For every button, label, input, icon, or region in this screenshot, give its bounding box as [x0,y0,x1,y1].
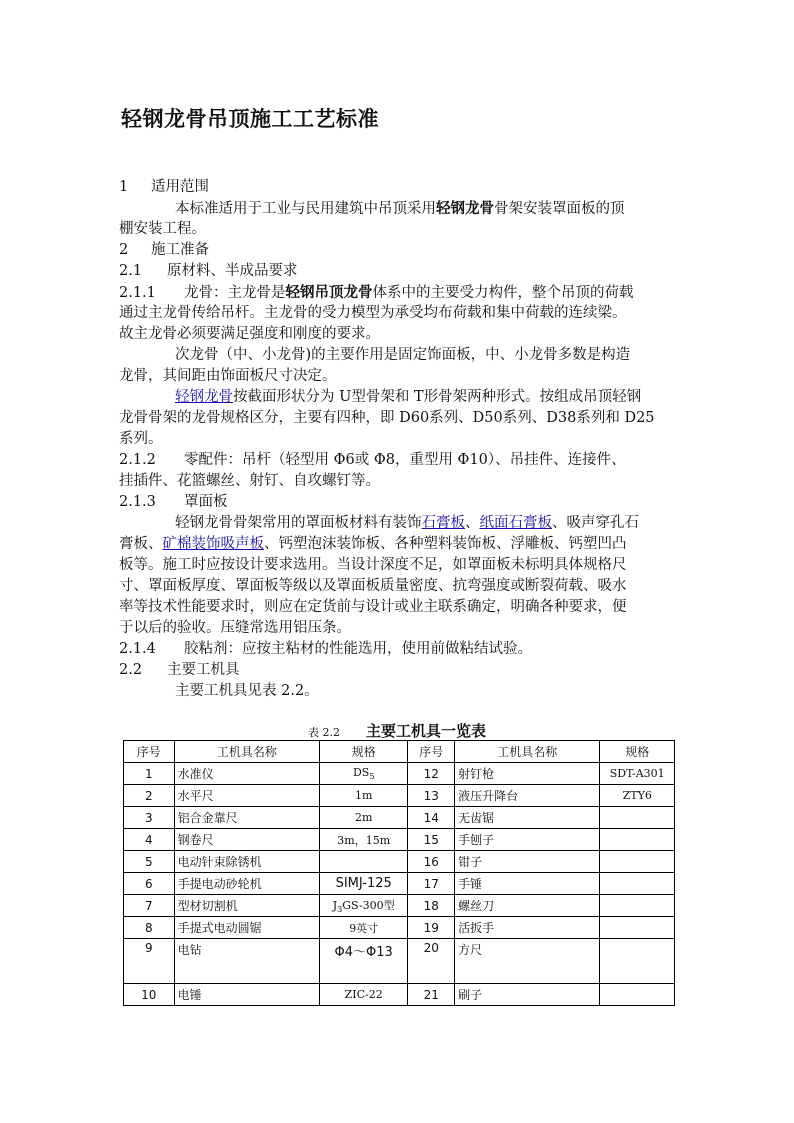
table-number: 表 2.2 [307,726,340,739]
section-title: 主要工机具 [167,662,240,678]
paragraph-scope-line-2: 棚安装工程。 [119,221,206,237]
text-run: 按截面形状分为 U型骨架和 T形骨架两种形式。按组成吊顶轻钢 [233,389,642,405]
gypsum-board-link[interactable]: 石膏板 [421,515,465,531]
paragraph-panel-line-5: 率等技术性能要求时，则应在定货前与设计或业主联系确定，明确各种要求，便 [119,599,627,615]
paragraph-panel-line-6: 于以后的验收。压缝常选用铝压条。 [119,620,351,636]
section-2-1-1-line-2: 通过主龙骨传给吊杆。主龙骨的受力模型为承受均布荷载和集中荷载的连续梁。 [119,305,627,321]
tool-name: 液压升降台 [455,785,600,807]
text-run: 龙骨：主龙骨是 [184,285,286,301]
section-number: 2.1.4 [119,641,156,657]
row-number: 1 [124,763,175,785]
row-number: 9 [124,939,175,984]
section-number: 2 [119,242,129,258]
text-run: 本标准适用于工业与民用建筑中吊顶采用 [175,201,436,217]
text-run: 胶粘剂：应按主粘材的性能选用，使用前做粘结试验。 [184,641,532,657]
document-title: 轻钢龙骨吊顶施工工艺标准 [121,106,379,131]
paragraph-light-steel-line-2: 龙骨骨架的龙骨规格区分，主要有四种，即 D60系列、D50系列、D38系列和 D25 [119,410,655,426]
tool-spec: ZTY6 [600,785,675,807]
table-row [124,763,675,785]
row-number: 4 [124,829,175,851]
bold-term: 轻钢吊顶龙骨 [285,284,373,301]
tool-spec: $J_3GS-300$型 [320,895,408,917]
paragraph-light-steel-line-1 [119,387,679,408]
tool-name: 手提式电动圆锯 [174,917,319,939]
section-number: 2.1.3 [119,494,156,510]
row-number: 18 [408,895,455,917]
text-run: 骨架安装罩面板的顶 [494,201,625,217]
paragraph-panel-line-2 [119,534,679,555]
tool-spec: 3m，15m [320,829,408,851]
tool-name: 钢卷尺 [174,829,319,851]
table-row [124,895,675,917]
row-number: 14 [408,807,455,829]
tool-name: 手刨子 [455,829,600,851]
row-number: 12 [408,763,455,785]
section-2-heading [119,240,679,261]
row-number: 10 [124,984,175,1006]
table-caption [0,720,794,741]
tool-name: 螺丝刀 [455,895,600,917]
tool-spec: 9英寸 [320,917,408,939]
text-run: 、 [465,515,480,531]
bold-term: 轻钢龙骨 [436,200,494,217]
row-number: 7 [124,895,175,917]
section-number: 1 [119,179,129,195]
tool-spec [600,984,675,1006]
tool-name: 钳子 [455,851,600,873]
header-cell: 序号 [408,741,455,763]
mineral-wool-board-link[interactable]: 矿棉装饰吸声板 [162,536,264,552]
section-title: 原材料、半成品要求 [167,263,298,279]
table-row [124,939,675,984]
header-cell: 规格 [320,741,408,763]
paragraph-scope-line-1 [119,198,679,219]
row-number: 15 [408,829,455,851]
header-cell: 工机具名称 [174,741,319,763]
table-row [124,917,675,939]
tool-spec [600,829,675,851]
tool-name: 刷子 [455,984,600,1006]
tool-spec: Φ4～Φ13 [320,939,408,984]
tool-name: 射钉枪 [455,763,600,785]
tool-spec [320,851,408,873]
tool-name: 水平尺 [174,785,319,807]
row-number: 20 [408,939,455,984]
section-2-1-2-line-1 [119,450,679,471]
row-number: 16 [408,851,455,873]
row-number: 8 [124,917,175,939]
tool-spec: SDT-A301 [600,763,675,785]
row-number: 2 [124,785,175,807]
section-2-1-3-heading [119,492,679,513]
tool-name: 水准仪 [174,763,319,785]
section-2-1-2-line-2: 挂插件、花篮螺丝、射钉、自攻螺钉等。 [119,473,380,489]
table-title: 主要工机具一览表 [365,722,486,740]
section-number: 2.1.1 [119,285,156,301]
row-number: 17 [408,873,455,895]
tool-name: 手提电动砂轮机 [174,873,319,895]
light-steel-keel-link[interactable]: 轻钢龙骨 [175,389,233,405]
text-run: 零配件：吊杆（轻型用 Φ6或 Φ8，重型用 Φ10）、吊挂件、连接件、 [184,452,626,468]
section-2-1-4 [119,639,679,660]
table-row [124,785,675,807]
table-row [124,829,675,851]
tool-spec: 1m [320,785,408,807]
row-number: 6 [124,873,175,895]
tool-name: 活扳手 [455,917,600,939]
text-run: 、吸声穿孔石 [552,515,639,531]
tool-spec [600,895,675,917]
row-number: 3 [124,807,175,829]
row-number: 19 [408,917,455,939]
header-cell: 规格 [600,741,675,763]
tool-name: 型材切割机 [174,895,319,917]
tool-name: 方尺 [455,939,600,984]
tool-name: 电锤 [174,984,319,1006]
table-row [124,851,675,873]
row-number: 5 [124,851,175,873]
table-row [124,807,675,829]
section-2-1-1-line-1 [119,282,679,303]
section-title: 施工准备 [151,242,209,258]
text-run: 轻钢龙骨骨架常用的罩面板材料有装饰 [175,515,422,531]
section-1-heading [119,177,679,198]
text-run: 、钙塑泡沫装饰板、各种塑料装饰板、浮雕板、钙塑凹凸 [264,536,627,552]
paragraph-panel-line-3: 板等。施工时应按设计要求选用。当设计深度不足，如罩面板未标明具体规格尺 [119,557,627,573]
tool-spec [600,873,675,895]
tool-spec [600,851,675,873]
text-run: 膏板、 [119,536,163,552]
tool-name: 电动针束除锈机 [174,851,319,873]
table-row [124,984,675,1006]
tool-spec: $DS_5$ [320,763,408,785]
row-number: 21 [408,984,455,1006]
section-title: 适用范围 [151,179,209,195]
tool-spec: ZIC-22 [320,984,408,1006]
paragraph-panel-line-4: 寸、罩面板厚度、罩面板等级以及罩面板质量密度、抗弯强度或断裂荷载、吸水 [119,578,627,594]
tools-table [123,740,675,1006]
section-2-1-heading [119,261,679,282]
tool-spec: SIMJ-125 [320,873,408,895]
tool-spec: 2m [320,807,408,829]
tool-spec [600,939,675,984]
section-number: 2.1 [119,263,143,279]
tool-name: 铝合金靠尺 [174,807,319,829]
paragraph-light-steel-line-3: 系列。 [119,431,163,447]
header-cell: 序号 [124,741,175,763]
document-body [119,177,679,702]
row-number: 13 [408,785,455,807]
tool-name: 电钻 [174,939,319,984]
section-number: 2.1.2 [119,452,156,468]
paragraph-secondary-keel-line-1: 次龙骨（中、小龙骨)的主要作用是固定饰面板，中、小龙骨多数是构造 [175,347,631,363]
section-2-1-1-line-3: 故主龙骨必须要满足强度和刚度的要求。 [119,326,380,342]
tool-name: 无齿锯 [455,807,600,829]
header-cell: 工机具名称 [455,741,600,763]
section-title: 罩面板 [184,494,228,510]
section-2-2-heading [119,660,679,681]
table-row [124,873,675,895]
tool-spec [600,917,675,939]
table-header-row [124,741,675,763]
paragraph-panel-line-1 [119,513,679,534]
paper-gypsum-board-link[interactable]: 纸面石膏板 [479,515,552,531]
tool-spec [600,807,675,829]
section-2-2-text: 主要工机具见表 2.2。 [175,683,319,699]
paragraph-secondary-keel-line-2: 龙骨，其间距由饰面板尺寸决定。 [119,368,337,384]
section-number: 2.2 [119,662,143,678]
tool-name: 手锤 [455,873,600,895]
text-run: 体系中的主要受力构件，整个吊顶的荷载 [372,285,634,301]
